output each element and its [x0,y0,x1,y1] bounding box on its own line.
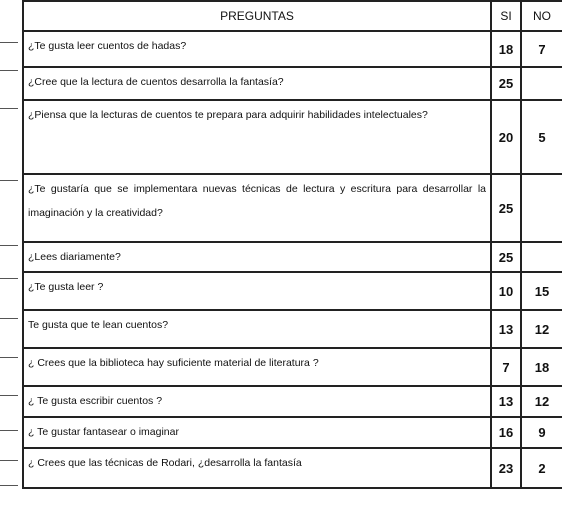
header-no: NO [521,1,562,31]
table-row [23,174,562,242]
si-cell: 10 [491,272,521,310]
no-cell: 18 [521,348,562,386]
question-cell: ¿Te gusta leer ? [23,272,491,310]
no-cell [521,174,562,242]
si-cell: 7 [491,348,521,386]
question-cell: ¿Te gusta leer cuentos de hadas? [23,31,491,67]
no-cell: 12 [521,310,562,348]
table-row [23,100,562,174]
question-cell: Te gusta que te lean cuentos? [23,310,491,348]
si-cell: 13 [491,386,521,417]
no-cell: 12 [521,386,562,417]
question-cell: ¿ Crees que la biblioteca hay suficiente material de literatura ? [23,348,491,386]
si-cell: 25 [491,67,521,100]
question-cell: ¿Lees diariamente? [23,242,491,272]
table-row [23,272,562,310]
question-cell: ¿Piensa que la lecturas de cuentos te prepara para adquirir habilidades intelectuales? [23,100,491,174]
no-cell [521,242,562,272]
question-cell: ¿ Te gusta escribir cuentos ? [23,386,491,417]
table-row [23,448,562,488]
si-cell: 16 [491,417,521,448]
table-row [23,242,562,272]
table-row [23,348,562,386]
survey-table-container [22,0,562,515]
table-row [23,417,562,448]
no-cell: 9 [521,417,562,448]
table-row [23,67,562,100]
si-cell: 13 [491,310,521,348]
header-si: SI [491,1,521,31]
no-cell: 2 [521,448,562,488]
si-cell: 25 [491,174,521,242]
table-row [23,386,562,417]
table-row [23,310,562,348]
table-header-row [23,1,562,31]
question-cell: ¿ Te gustar fantasear o imaginar [23,417,491,448]
question-cell: ¿Te gustaría que se implementara nuevas técnicas de lectura y escritura para desarrollar la imaginación y la creatividad? [23,174,491,242]
no-cell: 7 [521,31,562,67]
no-cell [521,67,562,100]
left-margin-marks [0,0,22,515]
si-cell: 20 [491,100,521,174]
table-row [23,31,562,67]
no-cell: 15 [521,272,562,310]
si-cell: 23 [491,448,521,488]
no-cell: 5 [521,100,562,174]
si-cell: 18 [491,31,521,67]
header-preguntas: PREGUNTAS [23,1,491,31]
si-cell: 25 [491,242,521,272]
question-cell: ¿ Crees que las técnicas de Rodari, ¿desarrolla la fantasía [23,448,491,488]
survey-table [22,0,562,489]
question-cell: ¿Cree que la lectura de cuentos desarrolla la fantasía? [23,67,491,100]
